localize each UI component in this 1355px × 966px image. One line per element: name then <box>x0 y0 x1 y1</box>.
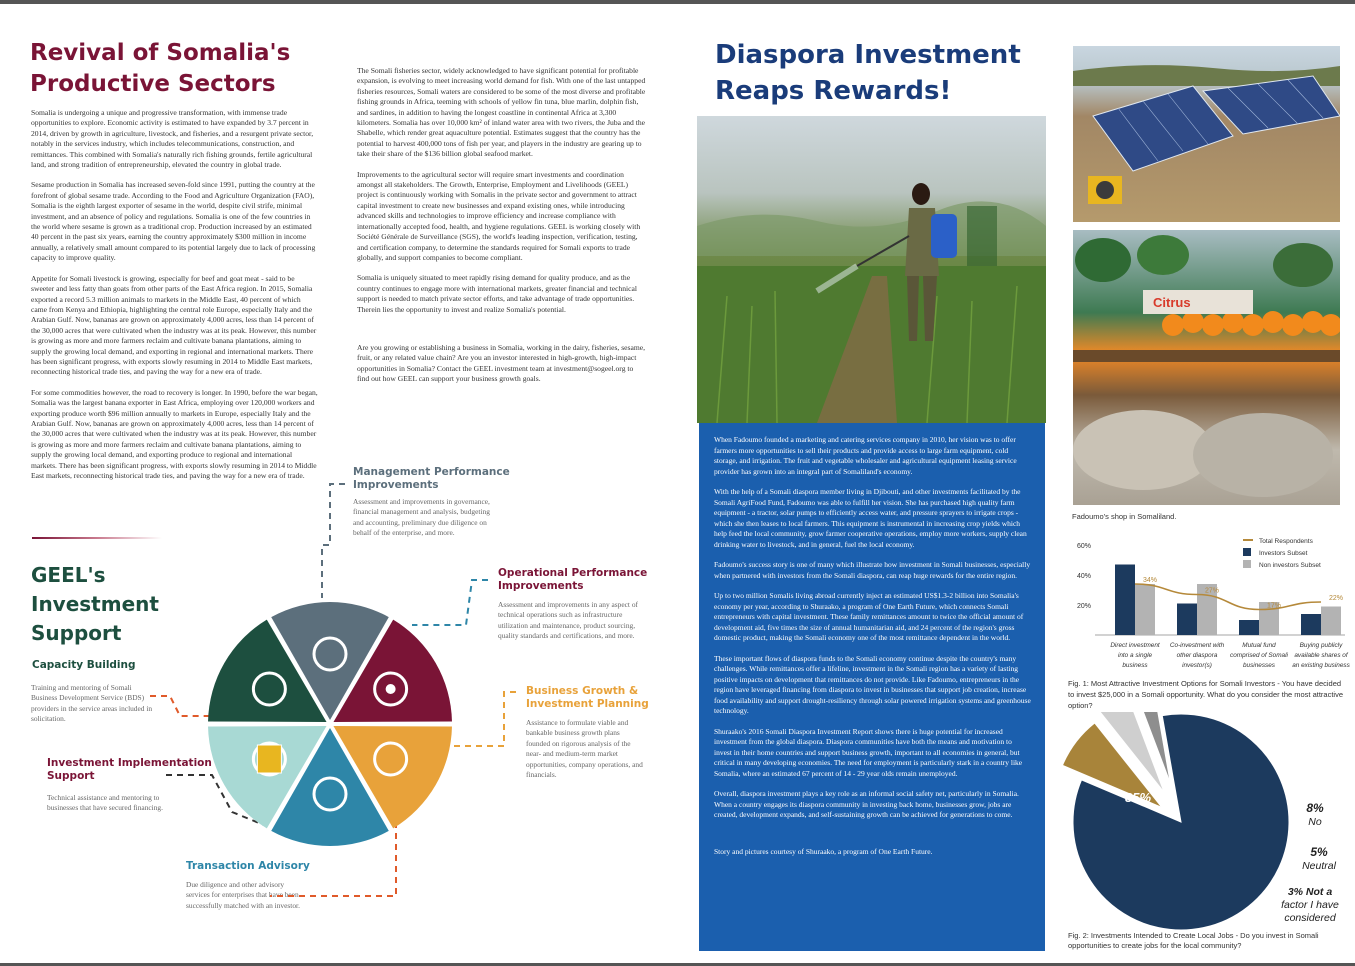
citrus-sign: Citrus <box>1153 295 1191 310</box>
implementation-support-title: Investment Implementation Support <box>47 757 212 782</box>
solar-panels-photo <box>1073 46 1340 222</box>
implementation-support-body: Technical assistance and mentoring to businesses that have secured financing. <box>47 793 163 813</box>
pie-label-neutral: Neutral <box>1302 860 1336 872</box>
geel-title-line: GEEL's <box>31 563 106 587</box>
diaspora-story-panel <box>699 423 1045 951</box>
capacity-building-title: Capacity Building <box>32 659 136 671</box>
shop-illustration <box>1073 230 1340 505</box>
shop-photo-caption: Fadoumo's shop in Somaliland. <box>1072 512 1177 521</box>
x-category-label: into a single <box>1117 652 1153 659</box>
total-data-label: 34% <box>1143 577 1158 584</box>
story-paragraph: Fadoumo's success story is one of many which illustrate how investment in Somali businesses, especially when partnered with investors from the Somali diaspora, can reap huge rewards for the entire region. <box>714 560 1031 580</box>
pie-label-no: 8% <box>1306 801 1324 815</box>
paragraph: For some commodities however, the road to recovery is longer. In 1990, before the war began, Somalia was the largest banana exporter in East Africa, employing over 120,000 workers and exporting produce worth $96 million annually to markets in Europe, especially Italy and the Arabian Gulf. Now, bananas are grown on approximately 4,000 acres, less than 14 percent of the 30,000 acres that were cultivated when the industry was at its peak. However, this number is growing as more and more farmers reclaim and cultivate banana plantations, aiming to supply the growing local demand, and exporting produce to regional and international markets. There has been significant progress, with exports slowly resuming in 2014 to Middle East markets, reconnecting historical trade ties, and paving the way for a new era of trade. <box>31 387 318 480</box>
paragraph: Are you growing or establishing a business in Somalia, working in the dairy, fisheries, sesame, fruit, or any related value chain? Are you an investor interested in high-growth, high-impact opportunities in Somalia? Contact the GEEL investment team at investment@sogeel.org to find out how GEEL can support your business growth goals. <box>357 342 646 384</box>
fig1-caption: Fig. 1: Most Attractive Investment Options for Somali Investors - You have decided to invest $25,000 in a Somali opportunity. What do you consider the most attractive option? <box>1068 679 1344 710</box>
connector-line <box>322 484 345 598</box>
pie-label-yes: 85% Yes <box>1125 790 1178 805</box>
connector-line <box>412 580 488 625</box>
page-title-diaspora <box>715 37 1021 109</box>
story-paragraph: Up to two million Somalis living abroad currently inject an estimated US$1.3-2 billion into Somalia's economy per year, according to Shuraako, a program of One Earth Future, which connects Somali entrepreneurs with capital investment. These family remittances amount to twice the official amount of development aid, five times the size of annual humanitarian aid, and 24 percent of the region's gross domestic product, making the Somali economy one of the most remittance dependent in the world. <box>714 591 1024 642</box>
management-performance-title: Management Performance Improvements <box>353 466 510 491</box>
title-line-2: Productive Sectors <box>30 71 276 97</box>
fig2-caption: Fig. 2: Investments Intended to Create Local Jobs - Do you invest in Somali opportunities to create jobs for the local community? <box>1068 931 1319 950</box>
x-category-label: comprised of Somali <box>1230 652 1288 659</box>
connector-line <box>452 692 516 746</box>
pie-label-not-considered: factor I have <box>1281 899 1339 911</box>
business-growth-body: Assistance to formulate viable and bankable business growth plans founded on rigorous analysis of the near- and medium-term market opportunities, company operations, and financials. <box>526 718 643 780</box>
geel-title-line: Support <box>31 621 122 645</box>
x-category-label: investor(s) <box>1182 662 1212 669</box>
total-data-label: 22% <box>1329 595 1344 602</box>
legend-label: Non investors Subset <box>1259 562 1321 569</box>
y-tick-label: 60% <box>1076 543 1091 550</box>
y-tick-label: 40% <box>1076 573 1091 580</box>
transaction-advisory-body: Due diligence and other advisory services for enterprises that have been successfully matched with an investor. <box>186 880 300 910</box>
legend-label: Total Respondents <box>1259 538 1313 545</box>
legend-swatch <box>1243 548 1251 556</box>
management-performance-body: Assessment and improvements in governance, financial management and analysis, budgeting and accounting, preliminary due diligence on behalf of the enterprise, and more. <box>353 497 490 538</box>
title-line-2: Reaps Rewards! <box>715 76 952 106</box>
geel-title-line: Investment <box>31 592 159 616</box>
photo-credit: Story and pictures courtesy of Shuraako, a program of One Earth Future. <box>714 846 933 856</box>
x-category-label: Mutual fund <box>1242 642 1276 649</box>
bar-investors <box>1301 614 1321 635</box>
bar-non-investors <box>1135 584 1155 635</box>
operational-performance-body: Assessment and improvements in any aspect of technical operations such as infrastructure utilization and maintenance, product sourcing, quality standards and certifications, and more. <box>498 600 638 641</box>
x-category-label: an existing business <box>1292 662 1350 669</box>
pie-label-no: No <box>1308 816 1322 828</box>
bar-investors <box>1177 604 1197 636</box>
pie-label-not-considered: considered <box>1284 912 1336 924</box>
paragraph: Appetite for Somali livestock is growing, especially for beef and goat meat - said to be sweeter and less fatty than goats from other parts of the East Africa region. In 2015, Somalia exported a record 5.3 million animals to markets in the Middle East, 40 percent of which came from Kenya and Ethiopia, highlighting the central role Europe, especially Italy and the Arabian Gulf. Now, bananas are grown on approximately 4,000 acres, less than 14 percent of the 30,000 acres that were cultivated when the industry was at its peak. However, this number is growing as more and more farmers reclaim and cultivate banana plantations, aiming to supply the growing local demand, and exporting in regional and international markets. There has been significant progress, with exports slowly resuming in 2014 to Middle East markets, reconnecting historical trade ties, and paving the way for a new era of trade. <box>31 273 317 377</box>
total-respondents-line <box>1135 584 1321 610</box>
total-data-label: 27% <box>1205 587 1220 595</box>
x-category-label: other diaspora <box>1176 652 1218 659</box>
transaction-advisory-title: Transaction Advisory <box>186 860 310 872</box>
fadoumo-shop-photo <box>1073 230 1340 505</box>
local-jobs-pie-chart <box>1063 712 1353 930</box>
total-data-label: 17% <box>1267 602 1282 610</box>
farmer-illustration <box>697 116 1046 423</box>
bar-investors <box>1115 565 1135 636</box>
bar-investors <box>1239 620 1259 635</box>
business-growth-title: Business Growth & Investment Planning <box>526 685 649 710</box>
solar-illustration <box>1073 46 1340 222</box>
paragraph: Improvements to the agricultural sector will require smart investments and coordination amongst all stakeholders. The Growth, Enterprise, Employment and Livelihoods (GEEL) project is continuously working with Somalis in the private sector and government to attract capital investment to create new businesses and expand existing ones, while introducing advanced skills and technologies to improve efficiency and increase compliance with internationally accepted food, health, and hygiene regulations. GEEL is working closely with Société Générale de Surveillance (SGS), the world's leading inspection, verification, testing, and certification company, to determine the standards required for Somali exports to trade globally, and support companies to become compliant. <box>357 169 641 262</box>
x-category-label: available shares of <box>1294 652 1348 659</box>
x-category-label: businesses <box>1243 662 1275 669</box>
legend-label: Investors Subset <box>1259 550 1308 557</box>
x-category-label: Buying publicly <box>1299 642 1343 649</box>
story-paragraph: Shuraako's 2016 Somali Diaspora Investment Report shows there is huge potential for increased investment from the global diaspora. Diaspora communities have both the means and motivation to invest in their home countries and support business growth, important to all economies in general, but critical in many developing economies. The need for employment is particularly stark in a country like Somalia, where an estimated 67 percent of 14 - 29 year olds remain unemployed. <box>714 726 1023 778</box>
bar-non-investors <box>1321 607 1341 636</box>
pie-label-neutral: 5% <box>1310 845 1328 859</box>
farmer-spraying-photo <box>697 116 1046 423</box>
coins-icon <box>253 743 285 775</box>
story-paragraph: These important flows of diaspora funds to the Somali economy continue despite the country's many challenges. While remittances offer a lifeline, investment in the Somali region has a variety of lasting positive impacts on development that remittances do not provide. Like Fadoumo, entrepreneurs in the region have leveraged financing from diaspora to invest in businesses that support job creation, increase food availability and support drought-resiliency through solar powered irrigation systems and greenhouse technology. <box>714 653 1031 715</box>
legend-swatch <box>1243 560 1251 568</box>
x-category-label: Direct investment <box>1110 642 1160 649</box>
paragraph: The Somali fisheries sector, widely acknowledged to have significant potential for profitable expansion, is evolving to meet increasing world demand for fish. With one of the last untapped fisheries resources, Somali waters are considered to be some of the most diverse and profitable fishing grounds in Africa, teeming with schools of yellow fin tuna, blue marlin, dolphin fish, and sardines, in addition to having the longest coastline in continental Africa at 3,300 kilometers. Somalia has over 10,000 km² of inland water area with two rivers, the Juba and the Shabelle, which render great aquaculture potential. Estimates suggest that the country has the potential to harvest 400,000 tons of fish per year, and players in the industry are gearing up to take their share of the $136 billion global seafood market. <box>357 66 646 159</box>
pie-label-not-considered: 3% Not a <box>1287 886 1333 898</box>
paragraph: Sesame production in Somalia has increased seven-fold since 1991, putting the country at the forefront of global sesame trade. According to the Food and Agriculture Organization (FAO), Somalia is the eighth largest exporter of sesame in the world, despite civil strife, minimal investment, and an absence of policy and regulations. Somalia is one of the few countries in the world where sesame is grown as a traditional crop. Production increased by an estimated 40 percent in the past six years, earning the country approximately $300 million in income annually, a relatively small amount compared to its potential largely due to lack of processing capacity to improve quality. <box>31 180 316 263</box>
y-tick-label: 20% <box>1076 603 1091 610</box>
operational-performance-title: Operational Performance Improvements <box>498 567 648 592</box>
paragraph: Somalia is uniquely situated to meet rapidly rising demand for quality produce, and as the country continues to engage more with international markets, greater financial and technical support is needed to match private sector efforts, and take advantage of trade opportunities. Therein lies the opportunity to invest and realize Somalia's potential. <box>357 273 638 314</box>
connector-line <box>150 696 212 716</box>
story-paragraph: Overall, diaspora investment plays a key role as an informal social safety net, particularly in Somalia. When a country engages its diaspora community in investing back home, businesses grow, jobs are created, development expands, and self-sustaining growth can be achieved for generations to come. <box>714 789 1019 819</box>
paragraph: Somalia is undergoing a unique and progressive transformation, with immense trade opportunities to explore. Economic activity is estimated to have expanded by 3.7 percent in 2014, driven by growth in agriculture, livestock, and fisheries, and a resurgent private sector, notably in the services industry, which includes telecommunications, construction, and remittances. This combined with Somalia's naturally rich fishing grounds, fertile agricultural land, and strong tradition of entrepreneurship, elevated the country in global trade. <box>31 108 314 170</box>
story-paragraph: With the help of a Somali diaspora member living in Djibouti, and other investments facilitated by the Somali AgriFood Fund, Fadoumo was able to fulfill her vision. She has purchased high quality farm equipment - a tractor, solar pumps to efficiently access water, and pressure sprayers to irrigate crops - which she then leases to local farmers. This equipment is instrumental in increasing crop yields which help feed the local community, grow farmer cooperative operations, employ more workers, supply clean drinking water to livestock, and in general, fuel the local economy. <box>714 487 1027 549</box>
investment-options-bar-chart <box>1063 530 1353 678</box>
title-line-1: Revival of Somalia's <box>30 40 291 66</box>
x-category-label: Co-investment with <box>1169 642 1225 649</box>
title-line-1: Diaspora Investment <box>715 40 1021 70</box>
story-paragraph: When Fadoumo founded a marketing and catering services company in 2010, her vision was to offer farmers more opportunities to sell their products and provide access to large farm equipment, cold storage, and irrigation. The fruit and vegetable wholesaler and agricultural equipment leasing service provider has grown into an integral part of Somaliland's economy. <box>714 435 1017 476</box>
x-category-label: business <box>1122 662 1148 669</box>
capacity-building-body: Training and mentoring of Somali Business Development Service (BDS) providers in the service areas included in solicitation. <box>31 683 153 724</box>
